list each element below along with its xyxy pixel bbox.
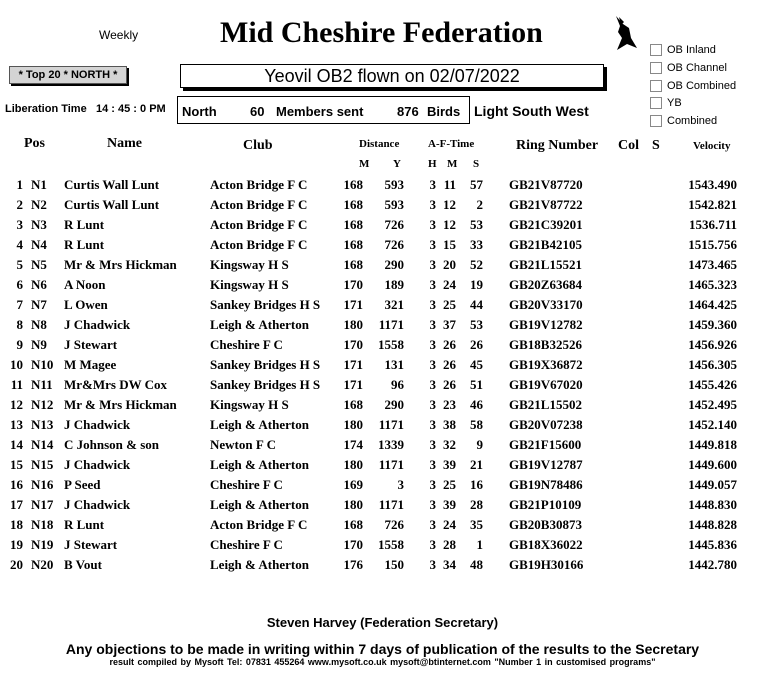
row-pos: 17 xyxy=(10,497,23,512)
row-minutes: 39 xyxy=(443,457,456,472)
row-minutes: 26 xyxy=(443,357,456,372)
option-label: YB xyxy=(667,97,682,110)
row-miles: 170 xyxy=(343,277,363,292)
checkbox-icon[interactable] xyxy=(650,80,662,92)
row-miles: 171 xyxy=(343,297,363,312)
row-section: N9 xyxy=(31,337,47,352)
row-ring: GB19N78486 xyxy=(509,477,583,492)
race-title-box: Yeovil OB2 flown on 02/07/2022 xyxy=(180,64,604,88)
row-miles: 168 xyxy=(343,197,363,212)
row-ring: GB20Z63684 xyxy=(509,277,582,292)
table-row xyxy=(0,297,765,317)
row-yards: 1171 xyxy=(378,497,404,512)
row-minutes: 28 xyxy=(443,537,456,552)
row-pos: 6 xyxy=(16,277,23,292)
option-ob-channel[interactable] xyxy=(650,60,736,76)
row-miles: 168 xyxy=(343,177,363,192)
row-hours: 3 xyxy=(429,497,436,512)
row-yards: 1339 xyxy=(378,437,404,452)
row-name: A Noon xyxy=(64,277,106,292)
row-section: N2 xyxy=(31,197,47,212)
birds-count: 876 xyxy=(397,104,419,119)
row-name: J Stewart xyxy=(64,337,118,352)
row-club: Sankey Bridges H S xyxy=(210,377,321,392)
row-yards: 290 xyxy=(384,257,404,272)
row-hours: 3 xyxy=(429,217,436,232)
row-pos: 3 xyxy=(16,217,23,232)
row-seconds: 35 xyxy=(470,517,483,532)
option-label: OB Channel xyxy=(667,61,727,74)
row-ring: GB21V87720 xyxy=(509,177,583,192)
row-velocity: 1449.057 xyxy=(688,477,737,492)
option-ob-combined[interactable] xyxy=(650,78,736,94)
row-seconds: 46 xyxy=(470,397,483,412)
row-pos: 5 xyxy=(16,257,23,272)
row-club: Newton F C xyxy=(210,437,276,452)
row-minutes: 24 xyxy=(443,277,456,292)
row-name: R Lunt xyxy=(64,237,105,252)
row-miles: 170 xyxy=(343,337,363,352)
col-aft: A-F-Time xyxy=(428,138,475,150)
row-pos: 4 xyxy=(16,237,23,252)
row-section: N7 xyxy=(31,297,47,312)
col-club: Club xyxy=(243,138,273,153)
col-pos: Pos xyxy=(24,136,45,151)
row-velocity: 1456.305 xyxy=(688,357,737,372)
row-pos: 1 xyxy=(16,177,23,192)
table-row xyxy=(0,537,765,557)
row-yards: 1558 xyxy=(378,337,404,352)
row-name: Curtis Wall Lunt xyxy=(64,177,160,192)
row-minutes: 34 xyxy=(443,557,456,572)
row-minutes: 12 xyxy=(443,217,456,232)
row-name: J Stewart xyxy=(64,537,118,552)
compiled-by-line: result compiled by Mysoft Tel: 07831 455264 www.mysoft.co.uk mysoft@btinternet.com "Number 1 in customised programs" xyxy=(109,657,656,667)
row-ring: GB19V12782 xyxy=(509,317,583,332)
col-s: S xyxy=(652,138,660,153)
row-club: Acton Bridge F C xyxy=(210,177,308,192)
members-label: Members sent xyxy=(276,104,364,119)
row-section: N17 xyxy=(31,497,54,512)
row-section: N8 xyxy=(31,317,47,332)
row-seconds: 51 xyxy=(470,377,483,392)
table-row xyxy=(0,477,765,497)
option-yb[interactable] xyxy=(650,95,736,111)
row-velocity: 1515.756 xyxy=(688,237,737,252)
row-yards: 726 xyxy=(384,517,404,532)
table-row xyxy=(0,557,765,577)
row-miles: 168 xyxy=(343,517,363,532)
row-velocity: 1448.828 xyxy=(688,517,737,532)
row-yards: 726 xyxy=(384,217,404,232)
row-seconds: 19 xyxy=(470,277,483,292)
row-section: N10 xyxy=(31,357,54,372)
col-name: Name xyxy=(107,136,142,151)
row-hours: 3 xyxy=(429,517,436,532)
row-section: N1 xyxy=(31,177,47,192)
row-ring: GB21V87722 xyxy=(509,197,583,212)
row-club: Leigh & Atherton xyxy=(210,417,309,432)
row-minutes: 26 xyxy=(443,337,456,352)
row-yards: 1171 xyxy=(378,317,404,332)
row-name: R Lunt xyxy=(64,217,105,232)
row-seconds: 33 xyxy=(470,237,483,252)
row-name: M Magee xyxy=(64,357,117,372)
row-miles: 168 xyxy=(343,217,363,232)
row-pos: 2 xyxy=(16,197,23,212)
bird-logo-icon xyxy=(607,14,641,58)
row-yards: 593 xyxy=(384,177,404,192)
row-ring: GB21L15502 xyxy=(509,397,582,412)
row-velocity: 1452.495 xyxy=(688,397,737,412)
row-pos: 11 xyxy=(10,377,23,392)
liberation-time: 14 : 45 : 0 PM xyxy=(96,103,166,115)
row-miles: 180 xyxy=(343,457,363,472)
row-ring: GB20B30873 xyxy=(509,517,582,532)
row-pos: 15 xyxy=(10,457,23,472)
checkbox-icon[interactable] xyxy=(650,62,662,74)
page-title: Mid Cheshire Federation xyxy=(220,16,543,49)
table-row xyxy=(0,377,765,397)
row-hours: 3 xyxy=(429,537,436,552)
row-minutes: 24 xyxy=(443,517,456,532)
result-type-options xyxy=(650,42,736,131)
row-miles: 168 xyxy=(343,257,363,272)
row-velocity: 1456.926 xyxy=(688,337,737,352)
row-yards: 1171 xyxy=(378,417,404,432)
row-ring: GB21F15600 xyxy=(509,437,582,452)
col-aft-s: S xyxy=(473,158,480,170)
table-row xyxy=(0,257,765,277)
row-minutes: 32 xyxy=(443,437,456,452)
row-velocity: 1465.323 xyxy=(688,277,737,292)
table-row xyxy=(0,357,765,377)
row-yards: 1558 xyxy=(378,537,404,552)
row-miles: 180 xyxy=(343,317,363,332)
table-row xyxy=(0,317,765,337)
row-club: Leigh & Atherton xyxy=(210,557,309,572)
row-club: Leigh & Atherton xyxy=(210,457,309,472)
row-hours: 3 xyxy=(429,477,436,492)
row-section: N18 xyxy=(31,517,54,532)
row-section: N11 xyxy=(31,377,53,392)
row-name: J Chadwick xyxy=(64,497,131,512)
row-hours: 3 xyxy=(429,377,436,392)
row-name: L Owen xyxy=(64,297,108,312)
objection-notice: Any objections to be made in writing within 7 days of publication of the results to the Secretary xyxy=(65,641,700,657)
row-minutes: 26 xyxy=(443,377,456,392)
row-seconds: 2 xyxy=(476,197,483,212)
row-club: Sankey Bridges H S xyxy=(210,297,321,312)
row-seconds: 28 xyxy=(470,497,483,512)
liberation-label: Liberation Time xyxy=(5,103,87,115)
row-miles: 168 xyxy=(343,397,363,412)
row-seconds: 52 xyxy=(470,257,483,272)
col-distance-m: M xyxy=(359,158,370,170)
col-distance-y: Y xyxy=(393,158,401,170)
row-name: J Chadwick xyxy=(64,317,131,332)
row-seconds: 53 xyxy=(470,317,483,332)
row-club: Acton Bridge F C xyxy=(210,217,308,232)
row-club: Cheshire F C xyxy=(210,337,283,352)
row-miles: 174 xyxy=(343,437,363,452)
row-section: N15 xyxy=(31,457,54,472)
col-col: Col xyxy=(618,138,639,153)
row-yards: 321 xyxy=(384,297,404,312)
row-hours: 3 xyxy=(429,557,436,572)
row-miles: 168 xyxy=(343,237,363,252)
secretary-signature: Steven Harvey (Federation Secretary) xyxy=(266,615,499,630)
row-miles: 169 xyxy=(343,477,363,492)
row-yards: 131 xyxy=(384,357,404,372)
row-ring: GB21L15521 xyxy=(509,257,582,272)
row-velocity: 1452.140 xyxy=(688,417,737,432)
row-hours: 3 xyxy=(429,177,436,192)
option-label: OB Combined xyxy=(667,79,737,92)
row-hours: 3 xyxy=(429,357,436,372)
row-velocity: 1542.821 xyxy=(688,197,737,212)
row-name: C Johnson & son xyxy=(64,437,160,452)
row-club: Kingsway H S xyxy=(210,277,289,292)
col-distance: Distance xyxy=(359,138,400,150)
table-row xyxy=(0,417,765,437)
row-section: N12 xyxy=(31,397,54,412)
row-section: N19 xyxy=(31,537,54,552)
row-yards: 150 xyxy=(384,557,404,572)
row-club: Cheshire F C xyxy=(210,537,283,552)
row-ring: GB19V12787 xyxy=(509,457,583,472)
row-pos: 14 xyxy=(10,437,23,452)
birds-label: Birds xyxy=(427,104,461,119)
table-row xyxy=(0,237,765,257)
row-section: N4 xyxy=(31,237,47,252)
row-section: N14 xyxy=(31,437,54,452)
row-miles: 171 xyxy=(343,377,363,392)
row-name: Curtis Wall Lunt xyxy=(64,197,160,212)
row-hours: 3 xyxy=(429,397,436,412)
row-yards: 593 xyxy=(384,197,404,212)
row-minutes: 25 xyxy=(443,477,456,492)
table-row xyxy=(0,277,765,297)
row-ring: GB21C39201 xyxy=(509,217,583,232)
checkbox-icon[interactable] xyxy=(650,115,662,127)
row-minutes: 38 xyxy=(443,417,456,432)
weekly-label: Weekly xyxy=(99,28,139,42)
row-section: N16 xyxy=(31,477,54,492)
row-velocity: 1459.360 xyxy=(688,317,737,332)
row-minutes: 12 xyxy=(443,197,456,212)
row-pos: 7 xyxy=(16,297,23,312)
row-yards: 3 xyxy=(397,477,404,492)
col-velocity: Velocity xyxy=(693,140,731,152)
row-section: N5 xyxy=(31,257,47,272)
table-row xyxy=(0,197,765,217)
row-ring: GB19X36872 xyxy=(509,357,583,372)
row-minutes: 15 xyxy=(443,237,456,252)
row-ring: GB20V33170 xyxy=(509,297,583,312)
row-hours: 3 xyxy=(429,457,436,472)
option-combined[interactable] xyxy=(650,113,736,129)
row-minutes: 20 xyxy=(443,257,456,272)
row-club: Leigh & Atherton xyxy=(210,497,309,512)
row-hours: 3 xyxy=(429,337,436,352)
row-seconds: 1 xyxy=(476,537,483,552)
table-row xyxy=(0,457,765,477)
row-yards: 96 xyxy=(391,377,404,392)
row-seconds: 44 xyxy=(470,297,483,312)
row-velocity: 1448.830 xyxy=(688,497,737,512)
row-velocity: 1536.711 xyxy=(688,217,737,232)
row-hours: 3 xyxy=(429,417,436,432)
row-miles: 176 xyxy=(343,557,363,572)
row-club: Acton Bridge F C xyxy=(210,517,308,532)
row-minutes: 39 xyxy=(443,497,456,512)
row-minutes: 25 xyxy=(443,297,456,312)
row-seconds: 9 xyxy=(476,437,483,452)
row-section: N13 xyxy=(31,417,54,432)
col-aft-h: H xyxy=(428,158,437,170)
row-pos: 12 xyxy=(10,397,23,412)
row-club: Kingsway H S xyxy=(210,257,289,272)
table-row xyxy=(0,177,765,197)
row-pos: 18 xyxy=(10,517,23,532)
row-velocity: 1543.490 xyxy=(688,177,737,192)
col-ring: Ring Number xyxy=(516,138,599,153)
row-ring: GB21P10109 xyxy=(509,497,582,512)
option-ob-inland[interactable] xyxy=(650,42,736,58)
row-seconds: 48 xyxy=(470,557,483,572)
row-hours: 3 xyxy=(429,297,436,312)
row-name: Mr & Mrs Hickman xyxy=(64,397,177,412)
members-count: 60 xyxy=(250,104,265,119)
row-miles: 171 xyxy=(343,357,363,372)
row-velocity: 1455.426 xyxy=(688,377,737,392)
row-hours: 3 xyxy=(429,257,436,272)
row-pos: 9 xyxy=(16,337,23,352)
row-velocity: 1473.465 xyxy=(688,257,737,272)
row-hours: 3 xyxy=(429,277,436,292)
row-ring: GB19V67020 xyxy=(509,377,583,392)
checkbox-icon[interactable] xyxy=(650,97,662,109)
row-velocity: 1464.425 xyxy=(688,297,737,312)
row-ring: GB18X36022 xyxy=(509,537,583,552)
table-row xyxy=(0,497,765,517)
row-name: Mr&Mrs DW Cox xyxy=(64,377,168,392)
row-hours: 3 xyxy=(429,237,436,252)
row-velocity: 1449.818 xyxy=(688,437,737,452)
row-club: Cheshire F C xyxy=(210,477,283,492)
row-miles: 180 xyxy=(343,417,363,432)
row-name: R Lunt xyxy=(64,517,105,532)
row-velocity: 1442.780 xyxy=(688,557,737,572)
race-stats-box xyxy=(177,96,470,124)
table-row xyxy=(0,337,765,357)
row-yards: 1171 xyxy=(378,457,404,472)
row-pos: 10 xyxy=(10,357,23,372)
row-seconds: 26 xyxy=(470,337,483,352)
row-name: P Seed xyxy=(64,477,101,492)
row-club: Kingsway H S xyxy=(210,397,289,412)
row-pos: 8 xyxy=(16,317,23,332)
row-miles: 180 xyxy=(343,497,363,512)
row-name: J Chadwick xyxy=(64,417,131,432)
row-club: Sankey Bridges H S xyxy=(210,357,321,372)
table-row xyxy=(0,217,765,237)
wind-conditions: Light South West xyxy=(474,103,589,119)
row-hours: 3 xyxy=(429,197,436,212)
row-hours: 3 xyxy=(429,317,436,332)
row-section: N20 xyxy=(31,557,54,572)
row-pos: 20 xyxy=(10,557,23,572)
row-minutes: 23 xyxy=(443,397,456,412)
col-aft-m: M xyxy=(447,158,458,170)
checkbox-icon[interactable] xyxy=(650,44,662,56)
table-row xyxy=(0,397,765,417)
row-seconds: 16 xyxy=(470,477,483,492)
section-name: North xyxy=(182,104,217,119)
option-label: Combined xyxy=(667,115,718,128)
row-pos: 19 xyxy=(10,537,23,552)
row-seconds: 58 xyxy=(470,417,483,432)
row-miles: 170 xyxy=(343,537,363,552)
row-velocity: 1445.836 xyxy=(688,537,737,552)
row-yards: 726 xyxy=(384,237,404,252)
row-pos: 13 xyxy=(10,417,23,432)
row-yards: 290 xyxy=(384,397,404,412)
row-seconds: 57 xyxy=(470,177,483,192)
row-name: Mr & Mrs Hickman xyxy=(64,257,177,272)
table-row xyxy=(0,517,765,537)
row-seconds: 21 xyxy=(470,457,483,472)
row-velocity: 1449.600 xyxy=(688,457,737,472)
row-club: Acton Bridge F C xyxy=(210,237,308,252)
row-seconds: 45 xyxy=(470,357,483,372)
row-ring: GB21B42105 xyxy=(509,237,582,252)
row-seconds: 53 xyxy=(470,217,483,232)
row-ring: GB20V07238 xyxy=(509,417,583,432)
option-label: OB Inland xyxy=(667,44,716,56)
row-hours: 3 xyxy=(429,437,436,452)
row-section: N6 xyxy=(31,277,47,292)
row-pos: 16 xyxy=(10,477,23,492)
row-minutes: 37 xyxy=(443,317,456,332)
table-row xyxy=(0,437,765,457)
row-yards: 189 xyxy=(384,277,404,292)
row-club: Leigh & Atherton xyxy=(210,317,309,332)
row-minutes: 11 xyxy=(443,177,456,192)
row-name: J Chadwick xyxy=(64,457,131,472)
row-ring: GB19H30166 xyxy=(509,557,584,572)
row-ring: GB18B32526 xyxy=(509,337,582,352)
row-name: B Vout xyxy=(64,557,102,572)
top20-badge: * Top 20 * NORTH * xyxy=(9,66,127,84)
row-section: N3 xyxy=(31,217,47,232)
row-club: Acton Bridge F C xyxy=(210,197,308,212)
